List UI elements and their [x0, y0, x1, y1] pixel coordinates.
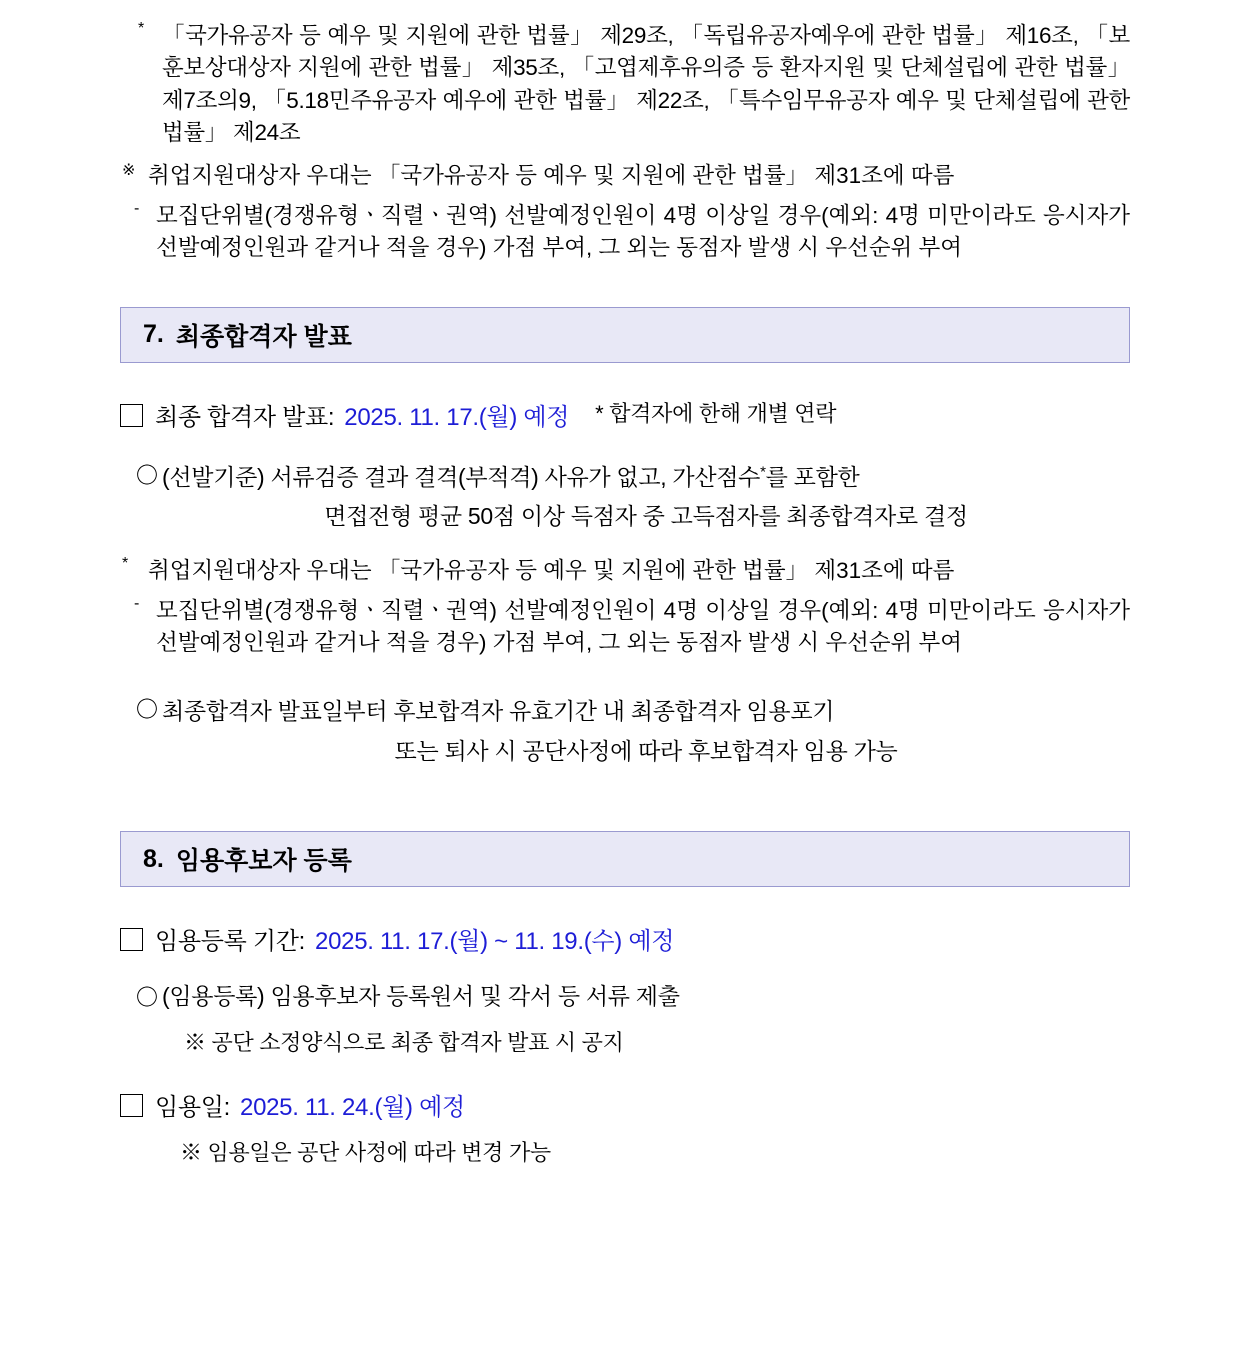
note-text: 모집단위별(경쟁유형ㆍ직렬ㆍ권역) 선발예정인원이 4명 이상일 경우(예외: 4명 미만이라도 응시자가 선발예정인원과 같거나 적을 경우) 가점 부여, 그 외는 동점자 발생 시 우선순위 부여: [156, 597, 1130, 656]
note-row-bonus-points-2: [134, 595, 1130, 660]
appointment-date-item: [120, 1087, 1130, 1122]
section-number: 8.: [143, 844, 164, 873]
asterisk-marker: *: [138, 20, 145, 37]
candidate-appointment-text: [162, 692, 1130, 771]
note-row-bonus-points: [134, 200, 1130, 265]
item-date-value: 2025. 11. 24.(월) 예정: [240, 1094, 465, 1122]
registration-period-item: [120, 921, 1130, 956]
final-result-announcement-item: [120, 397, 1130, 432]
selection-criteria-item: [136, 458, 1130, 537]
section-number: 7.: [143, 320, 164, 349]
section-heading-7: [120, 307, 1130, 363]
appointment-line-1: 최종합격자 발표일부터 후보합격자 유효기간 내 최종합격자 임용포기: [162, 698, 835, 725]
item-label: 최종 합격자 발표:: [155, 403, 335, 431]
reference-mark-icon: ※: [122, 161, 136, 179]
registration-documents-text: [162, 980, 1130, 1059]
appointment-line-2: 또는 퇴사 시 공단사정에 따라 후보합격자 임용 가능: [394, 737, 898, 764]
section-title: 최종합격자 발표: [175, 322, 352, 351]
section-heading-8: [120, 831, 1130, 887]
registration-documents-line: (임용등록) 임용후보자 등록원서 및 각서 등 서류 제출: [162, 983, 680, 1010]
item-date-value: 2025. 11. 17.(월) 예정: [344, 403, 570, 431]
criteria-line-1: (선발기준) 서류검증 결과 결격(부적격) 사유가 없고, 가산점수: [162, 463, 761, 490]
section-title: 임용후보자 등록: [175, 847, 352, 876]
dash-marker: -: [134, 199, 140, 217]
item-date-value: 2025. 11. 17.(월) ~ 11. 19.(수) 예정: [315, 928, 675, 956]
criteria-line-1-tail: 를 포함한: [765, 463, 860, 490]
registration-documents-item: [136, 980, 1130, 1059]
item-tail-note: * 합격자에 한해 개별 연락: [595, 400, 837, 426]
candidate-appointment-item: [136, 692, 1130, 771]
law-reference-block: [138, 20, 1130, 150]
note-text: 모집단위별(경쟁유형ㆍ직렬ㆍ권역) 선발예정인원이 4명 이상일 경우(예외: 4명 미만이라도 응시자가 선발예정인원과 같거나 적을 경우) 가점 부여, 그 외는 동점자 발생 시 우선순위 부여: [156, 202, 1130, 261]
checkbox-icon: [120, 404, 143, 427]
note-text: 취업지원대상자 우대는 「국가유공자 등 예우 및 지원에 관한 법률」 제31조에 따름: [148, 557, 955, 583]
item-label: 임용일:: [155, 1094, 231, 1122]
circle-marker-icon: 〇: [136, 462, 159, 488]
note-row-employment-support-2: [122, 555, 1130, 587]
item-label: 임용등록 기간:: [155, 928, 306, 956]
asterisk-marker: *: [122, 554, 129, 572]
registration-documents-subnote: ※ 공단 소정양식으로 최종 합격자 발표 시 공지: [184, 1030, 624, 1056]
note-text: 취업지원대상자 우대는 「국가유공자 등 예우 및 지원에 관한 법률」 제31조에 따름: [148, 162, 955, 188]
checkbox-icon: [120, 928, 143, 951]
footnote-superscript: *: [760, 463, 766, 481]
selection-criteria-text: [162, 458, 1130, 537]
law-reference-text: 「국가유공자 등 예우 및 지원에 관한 법률」 제29조, 「독립유공자예우에 관한 법률」 제16조, 「보훈보상대상자 지원에 관한 법률」 제35조, 「고엽제후유의증 등 환자지원 및 단체설립에 관한 법률」 제7조의9, 「5.18민주유공자 예우에 관한 법률」 제22조, 「특수임무유공자 예우 및 단체설립에 관한 법률」 제24조: [162, 23, 1130, 146]
checkbox-icon: [120, 1094, 143, 1117]
note-row-employment-support: [122, 160, 1130, 192]
dash-marker: -: [134, 594, 140, 612]
circle-marker-icon: 〇: [136, 697, 159, 723]
appointment-date-subnote: ※ 임용일은 공단 사정에 따라 변경 가능: [180, 1140, 551, 1166]
criteria-line-2: 면접전형 평균 50점 이상 득점자 중 고득점자를 최종합격자로 결정: [324, 503, 968, 530]
circle-marker-icon: 〇: [136, 985, 159, 1011]
